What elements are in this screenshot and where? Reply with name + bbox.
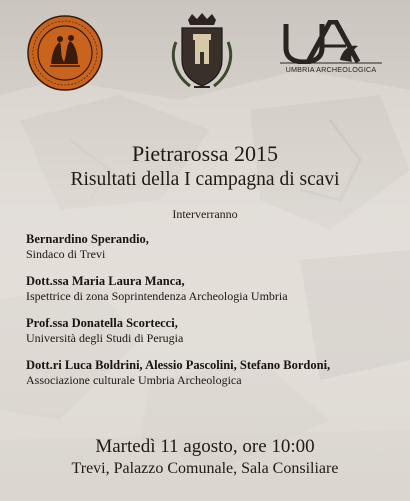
speaker-item	[26, 232, 396, 262]
speaker-role: Sindaco di Trevi	[26, 247, 106, 261]
speaker-list	[26, 232, 396, 400]
speaker-name: Prof.ssa Donatella Scortecci,	[26, 316, 178, 330]
event-title: Pietrarossa 2015	[131, 141, 279, 166]
speaker-role: Università degli Studi di Perugia	[26, 331, 184, 345]
speaker-role: Ispettrice di zona Soprintendenza Archeologia Umbria	[26, 289, 288, 303]
speakers-intro: Interverranno	[172, 207, 238, 221]
ua-mark-icon	[280, 20, 382, 64]
speaker-item	[26, 274, 396, 304]
umbria-archeologica-logo	[280, 20, 382, 82]
university-seal-icon	[26, 14, 104, 92]
trevi-coat-of-arms-icon	[166, 12, 238, 92]
speaker-name: Dott.ssa Maria Laura Manca,	[26, 274, 185, 288]
event-date: Martedì 11 agosto, ore 10:00	[95, 436, 315, 457]
speaker-item	[26, 316, 396, 346]
speaker-role: Associazione culturale Umbria Archeologica	[26, 373, 242, 387]
event-place: Trevi, Palazzo Comunale, Sala Consiliare	[71, 460, 339, 477]
speaker-item	[26, 358, 396, 388]
speaker-name: Dott.ri Luca Boldrini, Alessio Pascolini, Stefano Bordoni,	[26, 358, 331, 372]
speaker-name: Bernardino Sperandio,	[26, 232, 149, 246]
event-subtitle: Risultati della I campagna di scavi	[70, 169, 340, 190]
logo-label: UMBRIA ARCHEOLOGICA	[285, 65, 377, 74]
